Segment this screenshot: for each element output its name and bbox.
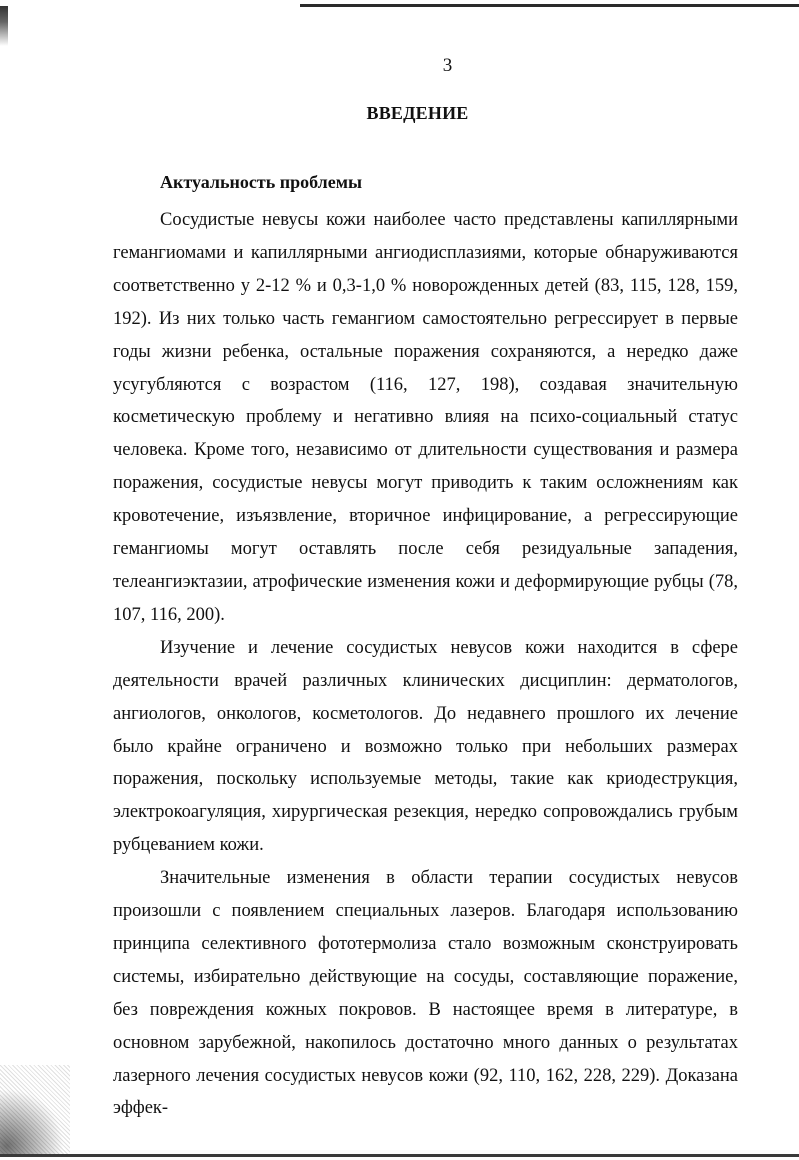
paragraph: Сосудистые невусы кожи наиболее часто представлены капиллярными гемангиомами и капиллярными ангиодисплазиями, которые обнаруживаются соответственно у 2-12 % и 0,3-1,0 % новорожденных детей (83, 115, 128, 159, 192). Из них только часть гемангиом самостоятельно регрессирует в первые годы жизни ребенка, остальные поражения сохраняются, а нередко даже усугубляются с возрастом (116, 127, 198), создавая значительную косметическую проблему и негативно влияя на психо-социальный статус человека. Кроме того, независимо от длительности существования и размера поражения, сосудистые невусы могут приводить к таким осложнениям как кровотечение, изъязвление, вторичное инфицирование, а регрессирующие гемангиомы могут оставлять после себя резидуальные западения, телеангиэктазии, атрофические изменения кожи и деформирующие рубцы (78, 107, 116, 200).: [113, 210, 738, 625]
body-text: [113, 204, 738, 1125]
scan-artifact-left: [0, 6, 8, 46]
page-title: ВВЕДЕНИЕ: [366, 103, 469, 123]
section-heading: Актуальность проблемы: [160, 172, 363, 192]
paragraph: Изучение и лечение сосудистых невусов кожи находится в сфере деятельности врачей различных клинических дисциплин: дерматологов, ангиологов, онкологов, косметологов. До недавнего прошлого их лечение было крайне ограничено и возможно только при небольших размерах поражения, поскольку используемые методы, такие как криодеструкция, электрокоагуляция, хирургическая резекция, нередко сопровождались грубым рубцеванием кожи.: [113, 637, 738, 856]
scan-artifact-bottom-left: [0, 1065, 70, 1155]
scan-border-bottom: [0, 1154, 799, 1157]
scan-border-top: [300, 4, 799, 7]
page-number: 3: [442, 55, 453, 76]
paragraph: Значительные изменения в области терапии сосудистых невусов произошли с появлением специальных лазеров. Благодаря использованию принципа селективного фототермолиза стало возможным сконструировать системы, избирательно действующие на сосуды, составляющие поражение, без повреждения кожных покровов. В настоящее время в литературе, в основном зарубежной, накопилось достаточно много данных о результатах лазерного лечения сосудистых невусов кожи (92, 110, 162, 228, 229). Доказана эффек-: [113, 868, 738, 1119]
